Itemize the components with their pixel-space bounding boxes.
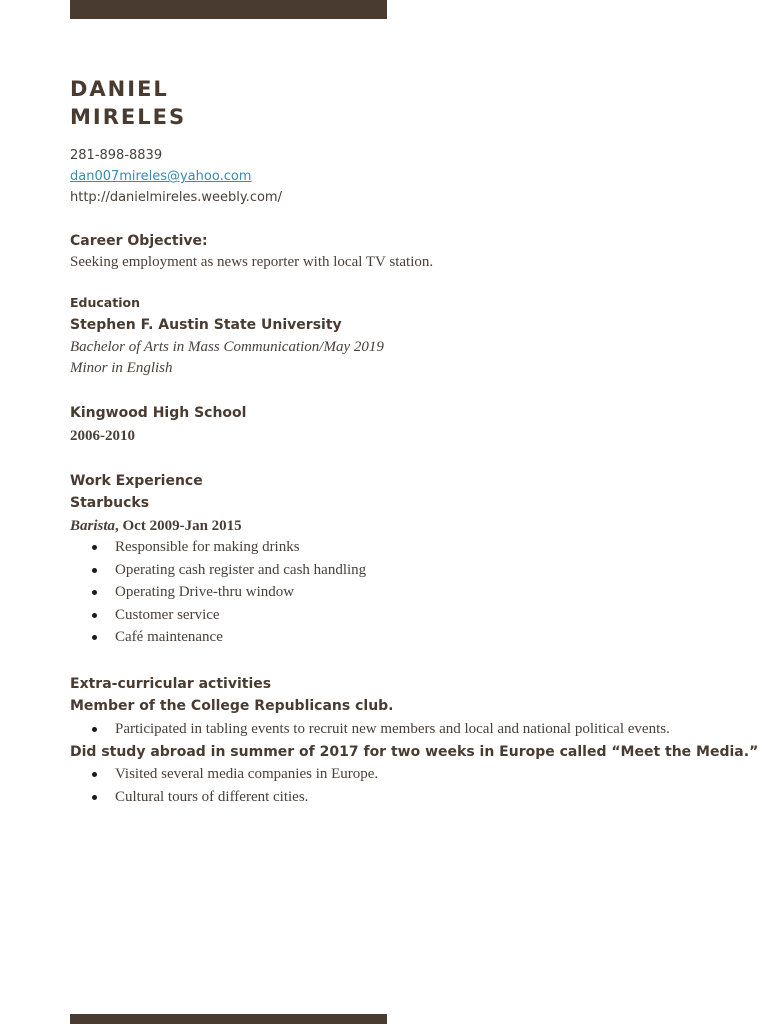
career-objective-heading: Career Objective: [70,233,208,249]
email-link[interactable]: dan007mireles@yahoo.com [70,169,252,184]
college-minor: Minor in English [70,360,173,376]
job-role: Barista [70,518,116,534]
bullet-icon [92,545,97,550]
top-accent-bar [70,0,387,19]
bullet-icon [92,727,97,732]
work-experience-heading: Work Experience [70,473,203,489]
bullet-icon [92,795,97,800]
bullet-icon [92,635,97,640]
high-school-years: 2006-2010 [70,428,135,444]
club-membership: Member of the College Republicans club. [70,698,394,714]
website-url[interactable]: http://danielmireles.weebly.com/ [70,190,282,205]
extracurricular-heading: Extra-curricular activities [70,676,272,692]
first-name: DANIEL [70,77,169,101]
club-activities-list [70,720,670,743]
bottom-accent-bar [70,1014,387,1024]
college-degree: Bachelor of Arts in Mass Communication/May 2019 [70,339,384,355]
list-item: Responsible for making drinks [70,538,366,561]
job-title-line [70,517,242,535]
employer-name: Starbucks [70,495,150,511]
list-item: Operating Drive-thru window [70,583,366,606]
last-name: MIRELES [70,105,187,129]
job-dates: , Oct 2009-Jan 2015 [115,518,242,534]
list-item: Operating cash register and cash handling [70,561,366,584]
bullet-icon [92,568,97,573]
study-abroad-list [70,765,378,810]
list-item: Customer service [70,606,366,629]
list-item: Participated in tabling events to recruit new members and local and national political events. [70,720,670,743]
bullet-icon [92,613,97,618]
list-item: Cultural tours of different cities. [70,788,378,811]
study-abroad-line: Did study abroad in summer of 2017 for two weeks in Europe called “Meet the Media.” [70,744,759,760]
bullet-icon [92,772,97,777]
education-heading: Education [70,295,140,310]
phone-number: 281-898-8839 [70,148,163,163]
college-name: Stephen F. Austin State University [70,317,342,333]
high-school-name: Kingwood High School [70,405,247,421]
career-objective-text: Seeking employment as news reporter with local TV station. [70,254,434,270]
job-duties-list [70,538,366,651]
list-item: Visited several media companies in Europe. [70,765,378,788]
bullet-icon [92,590,97,595]
list-item: Café maintenance [70,628,366,651]
